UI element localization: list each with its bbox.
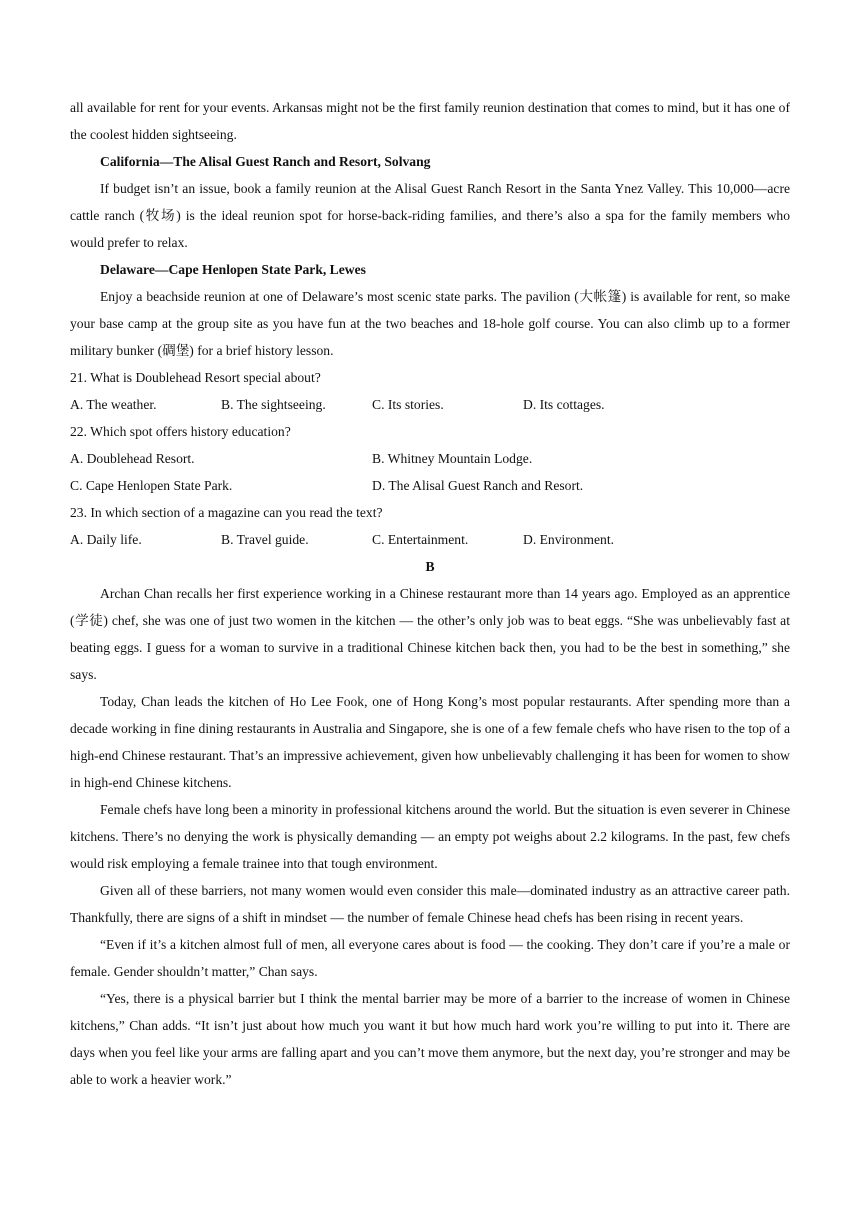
option-d: D. Its cottages.: [523, 397, 605, 412]
california-heading: California—The Alisal Guest Ranch and Resort, Solvang: [100, 154, 431, 169]
option-b: B. Travel guide.: [221, 532, 309, 547]
option-c: C. Entertainment.: [372, 532, 469, 547]
question-23: [70, 499, 790, 553]
question-options: [70, 526, 790, 553]
option-b: B. The sightseeing.: [221, 397, 326, 412]
option-a: A. The weather.: [70, 397, 157, 412]
passage-b-paragraph-2: Today, Chan leads the kitchen of Ho Lee Fook, one of Hong Kong’s most popular restaurants. After spending more than a decade working in fine dining restaurants in Australia and Singapore, she is one of a few female chefs who have risen to the top of a high-end Chinese restaurant. That’s an impressive achievement, given how unbelievably challenging it has been for women to show in high-end Chinese kitchens.: [70, 694, 790, 790]
passage-b-paragraph-1: Archan Chan recalls her first experience working in a Chinese restaurant more than 14 years ago. Employed as an apprentice (学徒) chef, she was one of just two women in the kitchen — the other’s only job was to beat eggs. “She was unbelievably fast at beating eggs. I guess for a woman to survive in a traditional Chinese kitchen back then, you had to be the best in something,” she says.: [70, 586, 790, 682]
question-21: [70, 364, 790, 418]
delaware-paragraph: Enjoy a beachside reunion at one of Delaware’s most scenic state parks. The pavilion (大帐篷) is available for rent, so make your base camp at the group site as you have fun at the two beaches and 18-hole golf course. You can also climb up to a former military bunker (碉堡) for a brief history lesson.: [70, 289, 790, 358]
option-d: D. Environment.: [523, 532, 614, 547]
option-a: A. Daily life.: [70, 532, 142, 547]
section-b-heading: B: [425, 559, 435, 574]
option-c: C. Cape Henlopen State Park.: [70, 478, 233, 493]
option-a: A. Doublehead Resort.: [70, 451, 195, 466]
california-paragraph: If budget isn’t an issue, book a family reunion at the Alisal Guest Ranch Resort in the Santa Ynez Valley. This 10,000—acre cattle ranch (牧场) is the ideal reunion spot for horse-back-riding families, and there’s also a spa for the family members who would prefer to relax.: [70, 181, 790, 250]
question-stem: 21. What is Doublehead Resort special about?: [70, 370, 321, 385]
question-options-row-1: [70, 445, 790, 472]
passage-b-paragraph-5: “Even if it’s a kitchen almost full of men, all everyone cares about is food — the cooking. They don’t care if you’re a male or female. Gender shouldn’t matter,” Chan says.: [70, 937, 790, 979]
question-options-row-2: [70, 472, 790, 499]
passage-b-paragraph-6: “Yes, there is a physical barrier but I think the mental barrier may be more of a barrier to the increase of women in Chinese kitchens,” Chan adds. “It isn’t just about how much you want it but how much hard work you’re willing to put into it. There are days when you feel like your arms are falling apart and you can’t move them anymore, but the next day, you’re stronger and may be able to work a heavier work.”: [70, 991, 790, 1087]
question-stem: 22. Which spot offers history education?: [70, 424, 291, 439]
option-d: D. The Alisal Guest Ranch and Resort.: [372, 478, 584, 493]
option-b: B. Whitney Mountain Lodge.: [372, 451, 533, 466]
passage-a-intro-tail: all available for rent for your events. Arkansas might not be the first family reunion destination that comes to mind, but it has one of the coolest hidden sightseeing.: [70, 100, 790, 142]
option-c: C. Its stories.: [372, 397, 444, 412]
passage-b-paragraph-3: Female chefs have long been a minority in professional kitchens around the world. But the situation is even severer in Chinese kitchens. There’s no denying the work is physically demanding — an empty pot weighs about 2.2 kilograms. In the past, few chefs would risk employing a female trainee into that tough environment.: [70, 802, 790, 871]
question-stem: 23. In which section of a magazine can you read the text?: [70, 505, 383, 520]
question-options: [70, 391, 790, 418]
passage-b-paragraph-4: Given all of these barriers, not many women would even consider this male—dominated industry as an attractive career path. Thankfully, there are signs of a shift in mindset — the number of female Chinese head chefs has been rising in recent years.: [70, 883, 790, 925]
delaware-heading: Delaware—Cape Henlopen State Park, Lewes: [100, 262, 366, 277]
question-22: [70, 418, 790, 499]
